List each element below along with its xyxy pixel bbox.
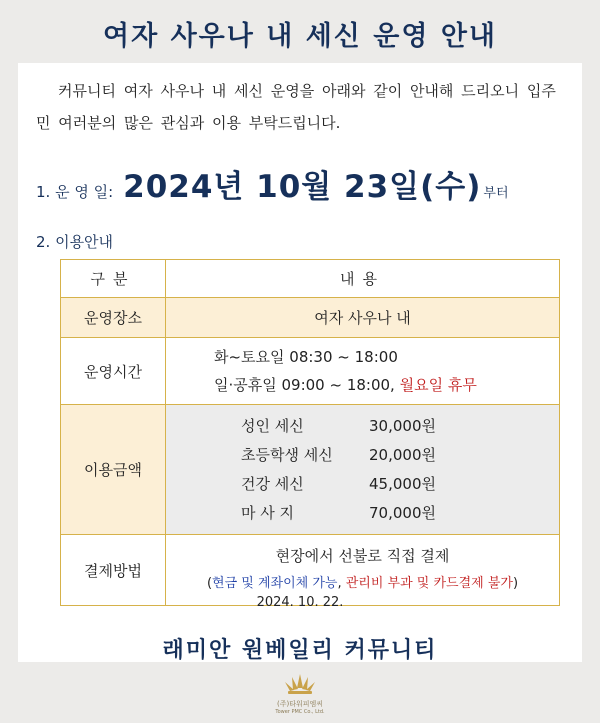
prices-list xyxy=(166,405,560,535)
operation-date-suffix: 부터 xyxy=(483,186,509,201)
header-col-category: 구분 xyxy=(61,260,166,298)
logo-text-en: Tower PMC Co., Ltd. xyxy=(275,709,325,715)
table-row-hours xyxy=(61,338,560,405)
hours-weekend-line xyxy=(214,371,559,399)
price-item-name: 건강 세신 xyxy=(241,474,304,493)
hours-value xyxy=(166,338,560,405)
price-item-value: 45,000원 xyxy=(369,474,436,493)
hours-label: 운영시간 xyxy=(61,338,166,405)
organization-name: 래미안 원베일리 커뮤니티 xyxy=(162,638,438,663)
payment-note-comma: , xyxy=(337,576,346,591)
hours-weekend: 일·공휴일 09:00 ~ 18:00, xyxy=(214,376,400,394)
price-item-value: 30,000원 xyxy=(369,416,436,435)
price-item xyxy=(241,499,559,528)
payment-note xyxy=(166,570,559,598)
price-item-name: 마 사 지 xyxy=(241,503,295,522)
payment-note-close: ) xyxy=(512,576,519,591)
page-title: 여자 사우나 내 세신 운영 안내 xyxy=(103,21,497,52)
prices-label: 이용금액 xyxy=(61,405,166,535)
notice-card xyxy=(18,63,582,662)
price-item xyxy=(241,470,559,499)
operation-date: 2024년 10월 23일(수) xyxy=(123,169,482,205)
table-header-row xyxy=(61,260,560,298)
payment-allowed: 현금 및 계좌이체 가능 xyxy=(212,576,338,591)
payment-label: 결제방법 xyxy=(61,535,166,606)
location-label: 운영장소 xyxy=(61,298,166,338)
lotus-crown-icon xyxy=(280,674,320,696)
price-item-name: 성인 세신 xyxy=(241,416,304,435)
hours-weekday: 화~토요일 08:30 ~ 18:00 xyxy=(214,348,398,366)
payment-method: 현장에서 선불로 직접 결제 xyxy=(275,547,450,565)
company-logo xyxy=(270,674,330,716)
price-item xyxy=(241,412,559,441)
operation-date-line xyxy=(36,161,509,206)
payment-not-allowed: 관리비 부과 및 카드결제 불가 xyxy=(345,576,513,591)
operation-date-label: 1. 운 영 일: xyxy=(36,183,114,201)
info-table xyxy=(60,259,560,606)
logo-text-ko: (주)타워피엠씨 xyxy=(276,700,324,708)
price-item xyxy=(241,441,559,470)
header-col-content: 내용 xyxy=(166,260,560,298)
price-item-value: 20,000원 xyxy=(369,445,436,464)
table-row-location xyxy=(61,298,560,338)
intro-text: 커뮤니티 여자 사우나 내 세신 운영을 아래와 같이 안내해 드리오니 입주민 여러분의 많은 관심과 이용 부탁드립니다. xyxy=(36,82,556,132)
table-row-prices xyxy=(61,405,560,535)
location-value: 여자 사우나 내 xyxy=(166,298,560,338)
notice-date: 2024. 10. 22. xyxy=(256,595,344,610)
payment-note-open: ( xyxy=(206,576,213,591)
price-item-name: 초등학생 세신 xyxy=(241,445,333,464)
hours-closed-note: 월요일 휴무 xyxy=(399,376,477,394)
section2-label: 2. 이용안내 xyxy=(36,233,114,251)
price-item-value: 70,000원 xyxy=(369,503,436,522)
